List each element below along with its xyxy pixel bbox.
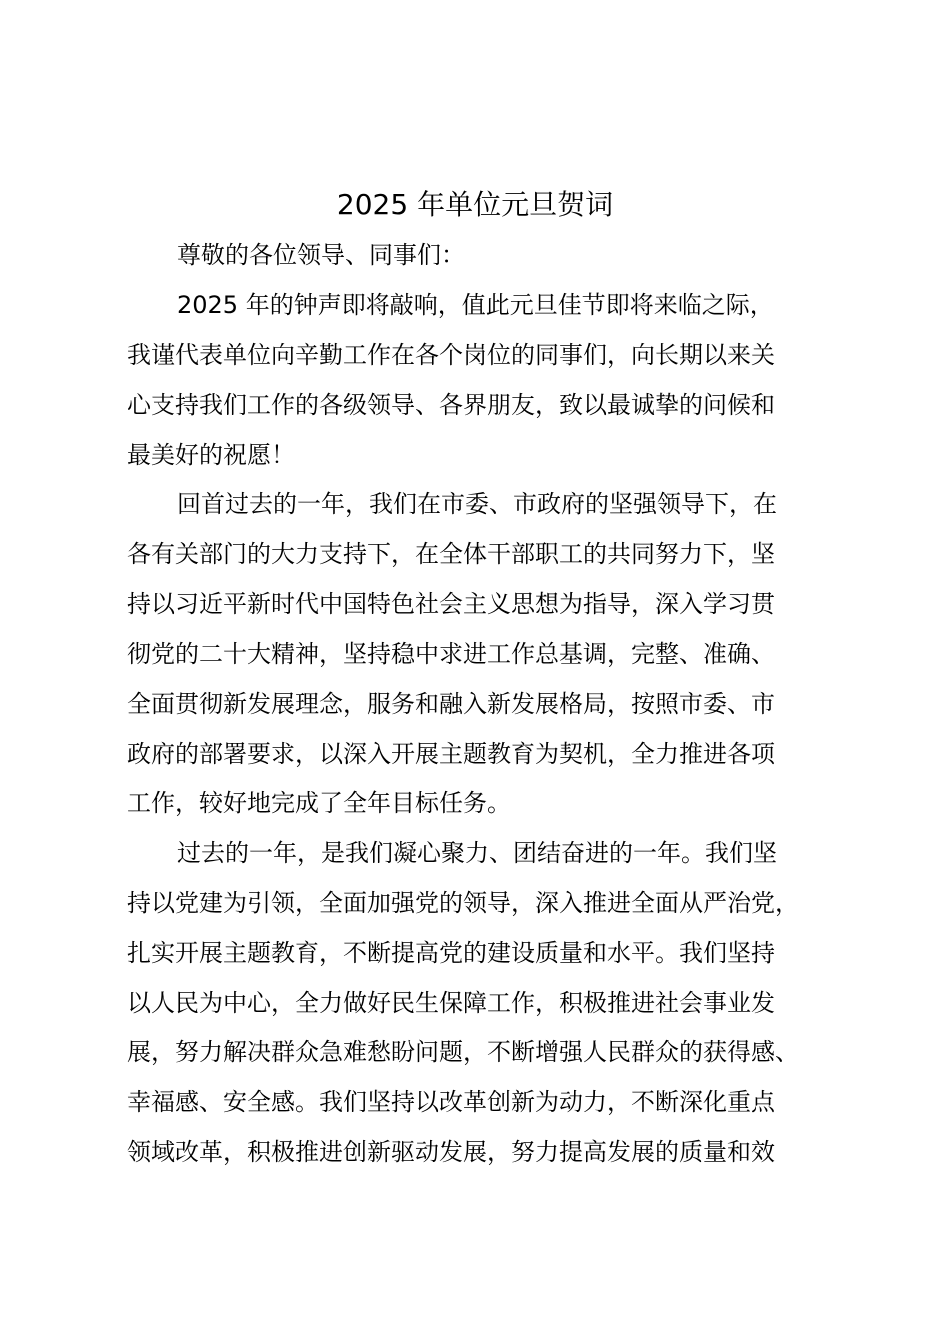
text-line: 各有关部门的大力支持下，在全体干部职工的共同努力下，坚: [127, 540, 775, 568]
text-line: 全面贯彻新发展理念，服务和融入新发展格局，按照市委、市: [127, 690, 775, 718]
document-title: 2025 年单位元旦贺词: [336, 188, 614, 221]
text-line: 彻党的二十大精神，坚持稳中求进工作总基调，完整、准确、: [127, 640, 775, 668]
text-line: 扎实开展主题教育，不断提高党的建设质量和水平。我们坚持: [127, 939, 775, 967]
text-line: 持以习近平新时代中国特色社会主义思想为指导，深入学习贯: [127, 590, 775, 618]
salutation-line: 尊敬的各位领导、同事们：: [177, 241, 465, 269]
text-line: 2025 年的钟声即将敲响，值此元旦佳节即将来临之际，: [177, 291, 774, 319]
text-line: 回首过去的一年，我们在市委、市政府的坚强领导下，在: [177, 490, 777, 518]
text-line: 领域改革，积极推进创新驱动发展，努力提高发展的质量和效: [127, 1138, 775, 1166]
text-line: 过去的一年，是我们凝心聚力、团结奋进的一年。我们坚: [177, 839, 777, 867]
text-line: 我谨代表单位向辛勤工作在各个岗位的同事们，向长期以来关: [127, 341, 775, 369]
text-line: 政府的部署要求，以深入开展主题教育为契机，全力推进各项: [127, 740, 775, 768]
text-line: 心支持我们工作的各级领导、各界朋友，致以最诚挚的问候和: [127, 391, 775, 419]
text-line: 以人民为中心，全力做好民生保障工作，积极推进社会事业发: [127, 989, 775, 1017]
text-line: 工作，较好地完成了全年目标任务。: [127, 789, 511, 817]
text-line: 幸福感、安全感。我们坚持以改革创新为动力，不断深化重点: [127, 1088, 775, 1116]
text-line: 展，努力解决群众急难愁盼问题，不断增强人民群众的获得感、: [127, 1038, 799, 1066]
text-line: 最美好的祝愿！: [127, 441, 295, 469]
text-line: 持以党建为引领，全面加强党的领导，深入推进全面从严治党，: [127, 889, 799, 917]
